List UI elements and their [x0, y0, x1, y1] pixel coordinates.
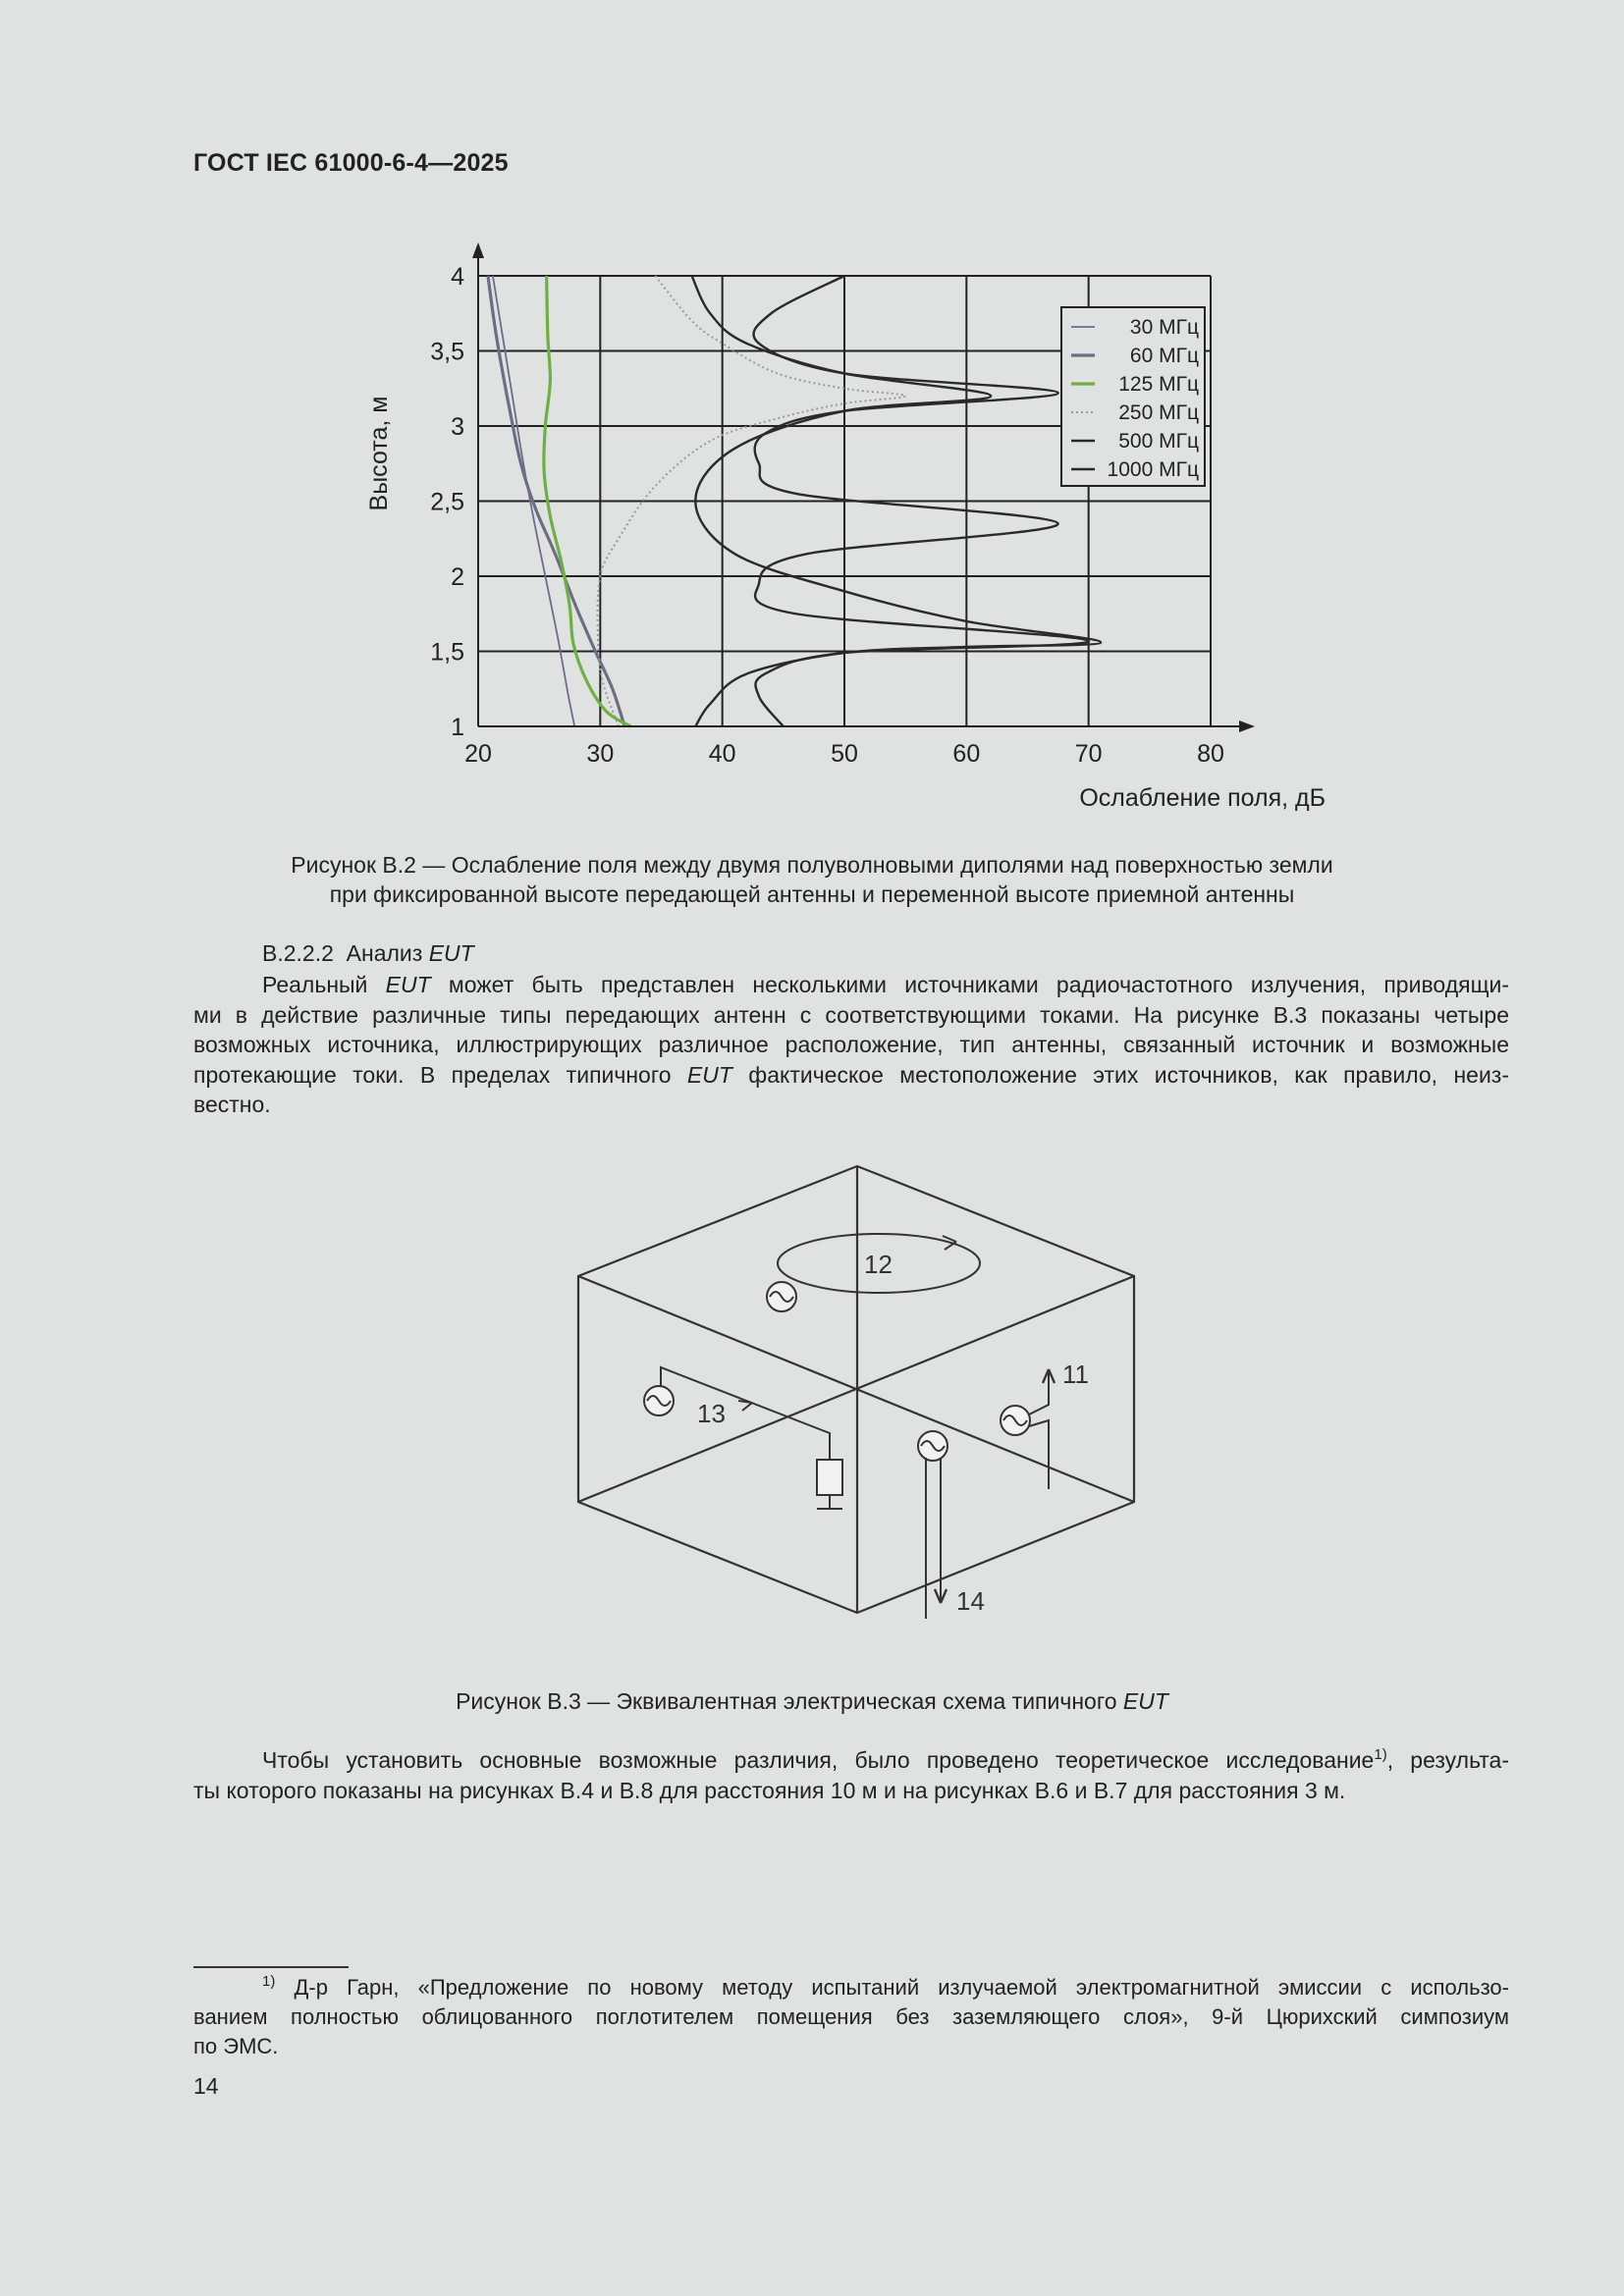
figure-b2-caption-line1: Рисунок В.2 — Ослабление поля между двумя полуволновыми диполями над поверхностью земли	[291, 852, 1333, 878]
paragraph1-line1: Реальный EUT может быть представлен несколькими источниками радиочастотного излучения, приводящи-	[262, 972, 1509, 997]
legend-label: 60 МГц	[1129, 345, 1199, 367]
paragraph2-line2: ты которого показаны на рисунках В.4 и В.8 для расстояния 10 м и на рисунках В.6 и В.7 для расстояния 3 м.	[193, 1777, 1346, 1803]
footnote-line2: ванием полностью облицованного поглотителем помещения без заземляющего слоя», 9-й Цюрихский симпозиум	[193, 2004, 1509, 2029]
footnote-line1: $^{1)}$ Д-р Гарн, «Предложение по новому методу испытаний излучаемой электромагнитной эмиссии с использо-	[262, 1973, 1509, 2000]
legend-label: 30 МГц	[1129, 316, 1199, 339]
figure-b2-caption	[0, 850, 1624, 909]
y-tick-label: 4	[451, 263, 464, 291]
loop-label: 12	[864, 1250, 893, 1279]
footnote	[193, 1973, 1509, 2061]
load-element	[817, 1460, 842, 1495]
legend-label: 1000 МГц	[1107, 458, 1199, 481]
vertical-label: 11	[1062, 1360, 1089, 1389]
x-tick-label: 60	[952, 740, 981, 768]
x-tick-label: 20	[464, 740, 492, 768]
chart-legend	[1061, 307, 1205, 486]
down-label: 14	[956, 1586, 985, 1616]
section-heading	[262, 940, 474, 967]
section-title-italic: EUT	[428, 940, 474, 966]
y-tick-label: 2	[451, 563, 464, 591]
footnote-separator	[193, 1966, 349, 1968]
paragraph2-line1: Чтобы установить основные возможные различия, было проведено теоретическое исследование$^{1)}$, результа-	[262, 1746, 1510, 1773]
x-axis-arrow-icon	[1239, 721, 1255, 732]
document-header: ГОСТ IEC 61000-6-4—2025	[193, 149, 509, 177]
x-axis-label: Ослабление поля, дБ	[1079, 784, 1326, 812]
wire-arrow-icon	[738, 1401, 752, 1411]
eut-equivalent-circuit-diagram	[560, 1153, 1149, 1629]
figure-b3-caption: Рисунок В.3 — Эквивалентная электрическая схема типичного EUT	[456, 1688, 1168, 1714]
wire-label: 13	[697, 1399, 726, 1428]
paragraph1-line4: протекающие токи. В пределах типичного EUT фактическое местоположение этих источников, как правило, неиз-	[193, 1061, 1509, 1088]
x-tick-label: 30	[586, 740, 615, 768]
paragraph1-line2: ми в действие различные типы передающих антенн с соответствующими токами. На рисунке В.3 показаны четыре	[193, 1001, 1509, 1028]
x-tick-label: 50	[831, 740, 858, 768]
section-number: В.2.2.2	[262, 940, 334, 966]
y-axis-label: Высота, м	[365, 396, 393, 511]
x-tick-label: 80	[1197, 740, 1224, 768]
paragraph-study	[193, 1745, 1509, 1805]
legend-label: 250 МГц	[1118, 401, 1199, 424]
y-tick-label: 3	[451, 413, 464, 441]
figure-b2-caption-line2: при фиксированной высоте передающей антенны и переменной высоте приемной антенны	[329, 881, 1295, 907]
paragraph1-line3: возможных источника, иллюстрирующих различное расположение, тип антенны, связанный источник и возможные	[193, 1032, 1509, 1057]
wire-conductor	[661, 1367, 830, 1460]
y-tick-label: 2,5	[430, 488, 464, 516]
y-tick-label: 1	[451, 714, 464, 741]
page-number: 14	[193, 2073, 219, 2099]
x-tick-label: 40	[708, 740, 736, 768]
section-title: Анализ	[346, 940, 423, 966]
legend-label: 125 МГц	[1118, 373, 1199, 396]
legend-label: 500 МГц	[1118, 430, 1199, 453]
y-tick-label: 1,5	[430, 638, 464, 667]
field-attenuation-chart	[353, 221, 1345, 820]
footnote-line3: по ЭМС.	[193, 2034, 279, 2058]
paragraph1-line5: вестно.	[193, 1092, 271, 1117]
y-axis-arrow-icon	[472, 242, 484, 258]
paragraph-eut-analysis	[193, 970, 1509, 1120]
y-tick-label: 3,5	[430, 338, 464, 366]
x-tick-label: 70	[1074, 740, 1103, 768]
